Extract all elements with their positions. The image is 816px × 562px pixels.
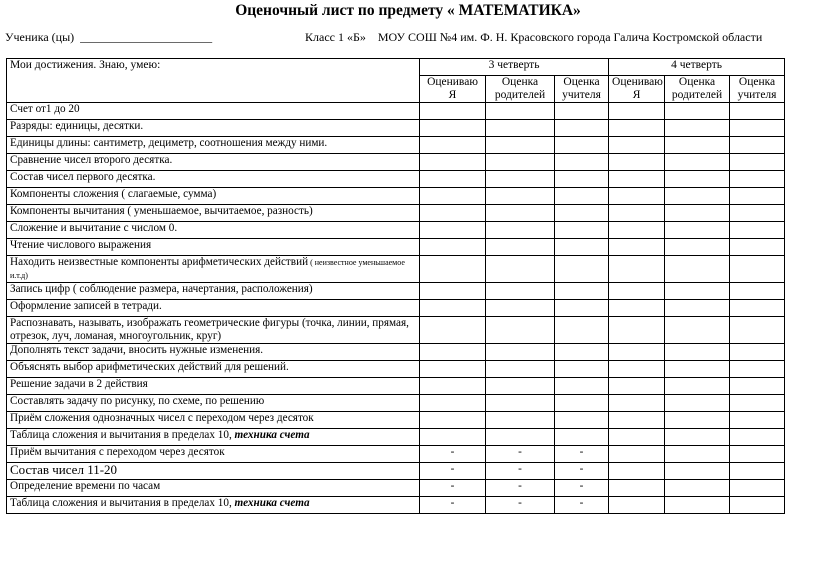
grade-cell[interactable] — [609, 103, 665, 120]
table-row — [7, 361, 785, 378]
grade-cell[interactable] — [420, 188, 486, 205]
table-row — [7, 103, 785, 120]
grade-cell[interactable] — [486, 154, 555, 171]
grade-cell[interactable] — [730, 188, 785, 205]
grade-cell[interactable] — [665, 378, 730, 395]
skill-text: Сложение и вычитание с числом 0. — [10, 222, 178, 234]
skill-text: Дополнять текст задачи, вносить нужные изменения. — [10, 344, 264, 356]
grade-cell[interactable] — [609, 256, 665, 283]
skill-text: Приём сложения однозначных чисел с переходом через десяток — [10, 412, 314, 424]
grade-cell[interactable] — [420, 429, 486, 446]
table-row — [7, 300, 785, 317]
skill-cell — [7, 429, 420, 446]
grade-cell[interactable] — [486, 205, 555, 222]
grade-cell[interactable] — [420, 412, 486, 429]
grade-cell[interactable] — [665, 154, 730, 171]
grade-cell[interactable] — [730, 205, 785, 222]
grade-cell[interactable] — [609, 300, 665, 317]
grade-cell[interactable] — [555, 378, 609, 395]
grade-cell[interactable] — [665, 120, 730, 137]
grade-cell[interactable]: - — [486, 480, 555, 497]
grade-cell[interactable] — [420, 395, 486, 412]
skill-cell — [7, 497, 420, 514]
grade-cell[interactable] — [730, 446, 785, 463]
table-row — [7, 120, 785, 137]
grade-cell[interactable] — [730, 154, 785, 171]
skill-cell — [7, 103, 420, 120]
skill-cell — [7, 378, 420, 395]
skill-text: Приём вычитания с переходом через десяток — [10, 446, 225, 458]
skill-cell — [7, 412, 420, 429]
grade-cell[interactable] — [486, 317, 555, 344]
grade-cell[interactable]: - — [555, 480, 609, 497]
grade-cell[interactable] — [665, 188, 730, 205]
grade-cell[interactable]: - — [486, 463, 555, 480]
grade-cell[interactable] — [486, 256, 555, 283]
skill-text: Состав чисел первого десятка. — [10, 171, 156, 183]
skill-cell — [7, 256, 420, 283]
grade-cell[interactable] — [730, 412, 785, 429]
grade-cell[interactable] — [555, 103, 609, 120]
grade-cell[interactable] — [665, 205, 730, 222]
quarter-3-header: 3 четверть — [420, 59, 609, 76]
grade-cell[interactable] — [420, 283, 486, 300]
grade-cell[interactable] — [730, 463, 785, 480]
skill-cell — [7, 239, 420, 256]
grade-cell[interactable] — [486, 283, 555, 300]
grade-cell[interactable] — [420, 205, 486, 222]
grade-cell[interactable] — [730, 300, 785, 317]
skill-text: Запись цифр ( соблюдение размера, начертания, расположения) — [10, 283, 313, 295]
skill-text: Единицы длины: сантиметр, дециметр, соотношения между ними. — [10, 137, 328, 149]
grade-cell[interactable] — [420, 120, 486, 137]
grade-cell[interactable] — [730, 239, 785, 256]
table-row — [7, 395, 785, 412]
skill-cell — [7, 154, 420, 171]
grade-cell[interactable] — [486, 429, 555, 446]
grade-cell[interactable] — [420, 256, 486, 283]
grade-cell[interactable] — [609, 446, 665, 463]
grade-cell[interactable] — [665, 222, 730, 239]
skill-cell — [7, 188, 420, 205]
grade-cell[interactable] — [555, 171, 609, 188]
grade-cell[interactable] — [555, 239, 609, 256]
table-row — [7, 317, 785, 344]
grade-cell[interactable] — [730, 283, 785, 300]
skill-cell — [7, 446, 420, 463]
table-row — [7, 446, 785, 463]
grade-cell[interactable] — [730, 256, 785, 283]
grade-cell[interactable] — [420, 222, 486, 239]
grade-cell[interactable] — [486, 412, 555, 429]
grade-cell[interactable] — [609, 429, 665, 446]
skill-text: Счет от1 до 20 — [10, 103, 80, 115]
grade-cell[interactable] — [665, 412, 730, 429]
grade-cell[interactable]: - — [555, 497, 609, 514]
table-row — [7, 429, 785, 446]
teacher-assessment-header-q3: Оценка учителя — [555, 76, 609, 103]
grade-cell[interactable] — [609, 239, 665, 256]
table-row — [7, 239, 785, 256]
skill-cell — [7, 120, 420, 137]
grade-cell[interactable] — [609, 283, 665, 300]
grade-cell[interactable] — [486, 222, 555, 239]
table-row — [7, 154, 785, 171]
skill-cell — [7, 317, 420, 344]
self-assessment-header-q3: Оцениваю Я — [420, 76, 486, 103]
grade-cell[interactable] — [609, 463, 665, 480]
grade-cell[interactable] — [486, 395, 555, 412]
grade-cell[interactable] — [420, 171, 486, 188]
grade-cell[interactable] — [486, 137, 555, 154]
grade-cell[interactable] — [555, 344, 609, 361]
grade-cell[interactable] — [555, 154, 609, 171]
grade-cell[interactable] — [555, 256, 609, 283]
table-row — [7, 283, 785, 300]
table-row — [7, 256, 785, 283]
skill-cell — [7, 205, 420, 222]
grade-cell[interactable] — [730, 222, 785, 239]
class-school-line: Класс 1 «Б» МОУ СОШ №4 им. Ф. Н. Красовского города Галича Костромской области — [305, 30, 763, 44]
skill-text: Оформление записей в тетради. — [10, 300, 162, 312]
page-title: Оценочный лист по предмету « МАТЕМАТИКА» — [235, 2, 581, 19]
grade-cell[interactable] — [665, 317, 730, 344]
grade-cell[interactable] — [665, 429, 730, 446]
skill-text: Разряды: единицы, десятки. — [10, 120, 144, 132]
skill-cell — [7, 463, 420, 480]
grade-cell[interactable] — [665, 171, 730, 188]
student-name-line: Ученика (цы) ______________________ — [5, 30, 213, 44]
skill-cell — [7, 300, 420, 317]
quarter-4-header: 4 четверть — [609, 59, 785, 76]
self-assessment-header-q4: Оцениваю Я — [609, 76, 665, 103]
grade-cell[interactable] — [555, 283, 609, 300]
skill-cell — [7, 137, 420, 154]
grade-cell[interactable] — [665, 300, 730, 317]
skill-text: Состав чисел 11-20 — [10, 462, 118, 477]
grade-cell[interactable] — [730, 137, 785, 154]
grade-cell[interactable] — [420, 378, 486, 395]
grade-cell[interactable] — [486, 188, 555, 205]
table-row — [7, 222, 785, 239]
grade-cell[interactable] — [420, 344, 486, 361]
skill-cell — [7, 344, 420, 361]
grade-cell[interactable] — [665, 497, 730, 514]
grade-cell[interactable] — [486, 120, 555, 137]
skill-text: Находить неизвестные компоненты арифметических действий — [10, 256, 309, 268]
parents-assessment-header-q4: Оценка родителей — [665, 76, 730, 103]
grade-cell[interactable] — [486, 361, 555, 378]
grade-cell[interactable] — [486, 344, 555, 361]
grade-cell[interactable] — [665, 283, 730, 300]
grade-cell[interactable] — [486, 378, 555, 395]
grade-cell[interactable] — [420, 239, 486, 256]
grade-cell[interactable] — [730, 317, 785, 344]
grade-cell[interactable] — [555, 222, 609, 239]
grade-cell[interactable] — [609, 222, 665, 239]
grade-cell[interactable] — [555, 120, 609, 137]
table-row — [7, 463, 785, 480]
grade-cell[interactable] — [665, 256, 730, 283]
grade-cell[interactable] — [420, 317, 486, 344]
skill-text: Таблица сложения и вычитания в пределах 10, — [10, 497, 235, 509]
grade-cell[interactable]: - — [486, 497, 555, 514]
grade-cell[interactable] — [730, 480, 785, 497]
table-row — [7, 188, 785, 205]
skill-text: Определение времени по часам — [10, 480, 161, 492]
grade-cell[interactable] — [555, 395, 609, 412]
grade-cell[interactable] — [609, 361, 665, 378]
grade-cell[interactable] — [730, 395, 785, 412]
grade-cell[interactable] — [555, 300, 609, 317]
skill-text: Компоненты вычитания ( уменьшаемое, вычитаемое, разность) — [10, 205, 313, 217]
grade-cell[interactable] — [665, 103, 730, 120]
grade-cell[interactable] — [555, 412, 609, 429]
grade-cell[interactable]: - — [555, 446, 609, 463]
grade-cell[interactable] — [609, 317, 665, 344]
table-row — [7, 497, 785, 514]
table-row — [7, 171, 785, 188]
grade-cell[interactable] — [730, 103, 785, 120]
grade-cell[interactable] — [609, 344, 665, 361]
grade-cell[interactable] — [609, 497, 665, 514]
skill-cell — [7, 395, 420, 412]
skill-cell — [7, 222, 420, 239]
grade-cell[interactable] — [730, 361, 785, 378]
grade-cell[interactable] — [730, 120, 785, 137]
grade-cell[interactable]: - — [420, 480, 486, 497]
skill-cell — [7, 480, 420, 497]
skill-text: Решение задачи в 2 действия — [10, 378, 148, 390]
table-row — [7, 480, 785, 497]
skill-text: Сравнение чисел второго десятка. — [10, 154, 173, 166]
parents-assessment-header-q3: Оценка родителей — [486, 76, 555, 103]
grade-cell[interactable] — [730, 344, 785, 361]
skill-cell — [7, 171, 420, 188]
grade-cell[interactable] — [609, 412, 665, 429]
skill-text: Компоненты сложения ( слагаемые, сумма) — [10, 188, 217, 200]
grade-cell[interactable]: - — [420, 446, 486, 463]
table-row — [7, 205, 785, 222]
grade-cell[interactable]: - — [486, 446, 555, 463]
skill-text: Распознавать, называть, изображать геометрические фигуры (точка, линии, прямая, отрезок, луч, ломаная, многоугольник, круг) — [10, 317, 409, 342]
grade-cell[interactable] — [730, 497, 785, 514]
grade-cell[interactable] — [486, 239, 555, 256]
grade-cell[interactable] — [609, 378, 665, 395]
grade-cell[interactable] — [609, 188, 665, 205]
grade-cell[interactable] — [609, 120, 665, 137]
grade-cell[interactable] — [420, 103, 486, 120]
grade-cell[interactable] — [730, 378, 785, 395]
skill-text: Составлять задачу по рисунку, по схеме, по решению — [10, 395, 265, 407]
teacher-assessment-header-q4: Оценка учителя — [730, 76, 785, 103]
table-row — [7, 378, 785, 395]
table-row — [7, 344, 785, 361]
grade-cell[interactable] — [555, 137, 609, 154]
grade-cell[interactable] — [420, 137, 486, 154]
skill-text: Таблица сложения и вычитания в пределах 10, — [10, 429, 235, 441]
grade-cell[interactable] — [486, 103, 555, 120]
grade-cell[interactable] — [555, 361, 609, 378]
grade-cell[interactable] — [486, 171, 555, 188]
grade-cell[interactable] — [609, 480, 665, 497]
grade-cell[interactable] — [555, 205, 609, 222]
skill-emphasis: техника счета — [234, 429, 310, 441]
grade-cell[interactable] — [555, 429, 609, 446]
grade-cell[interactable] — [665, 361, 730, 378]
grade-cell[interactable]: - — [555, 463, 609, 480]
grade-cell[interactable] — [555, 317, 609, 344]
grade-cell[interactable] — [420, 300, 486, 317]
grade-cell[interactable] — [665, 395, 730, 412]
grade-cell[interactable] — [609, 205, 665, 222]
grade-cell[interactable] — [665, 446, 730, 463]
grade-cell[interactable] — [555, 188, 609, 205]
skill-cell — [7, 283, 420, 300]
grade-cell[interactable] — [730, 429, 785, 446]
grade-cell[interactable]: - — [420, 497, 486, 514]
grade-cell[interactable] — [609, 395, 665, 412]
grade-cell[interactable] — [486, 300, 555, 317]
grade-cell[interactable] — [609, 171, 665, 188]
grade-cell[interactable] — [420, 361, 486, 378]
skill-text: Чтение числового выражения — [10, 239, 152, 251]
grade-cell[interactable] — [609, 137, 665, 154]
grade-cell[interactable] — [609, 154, 665, 171]
grade-cell[interactable] — [665, 137, 730, 154]
grade-cell[interactable] — [665, 480, 730, 497]
assessment-table — [6, 58, 785, 514]
skill-text: Объяснять выбор арифметических действий для решений. — [10, 361, 289, 373]
grade-cell[interactable] — [420, 154, 486, 171]
table-row — [7, 137, 785, 154]
skills-header: Мои достижения. Знаю, умею: — [7, 59, 420, 103]
grade-cell[interactable] — [665, 344, 730, 361]
skill-emphasis: техника счета — [234, 497, 310, 509]
table-row — [7, 412, 785, 429]
grade-cell[interactable]: - — [420, 463, 486, 480]
grade-cell[interactable] — [665, 239, 730, 256]
skill-note: ( неизвестное уменьшаемое и.т.д) — [10, 258, 405, 280]
grade-cell[interactable] — [730, 171, 785, 188]
grade-cell[interactable] — [665, 463, 730, 480]
skill-cell — [7, 361, 420, 378]
